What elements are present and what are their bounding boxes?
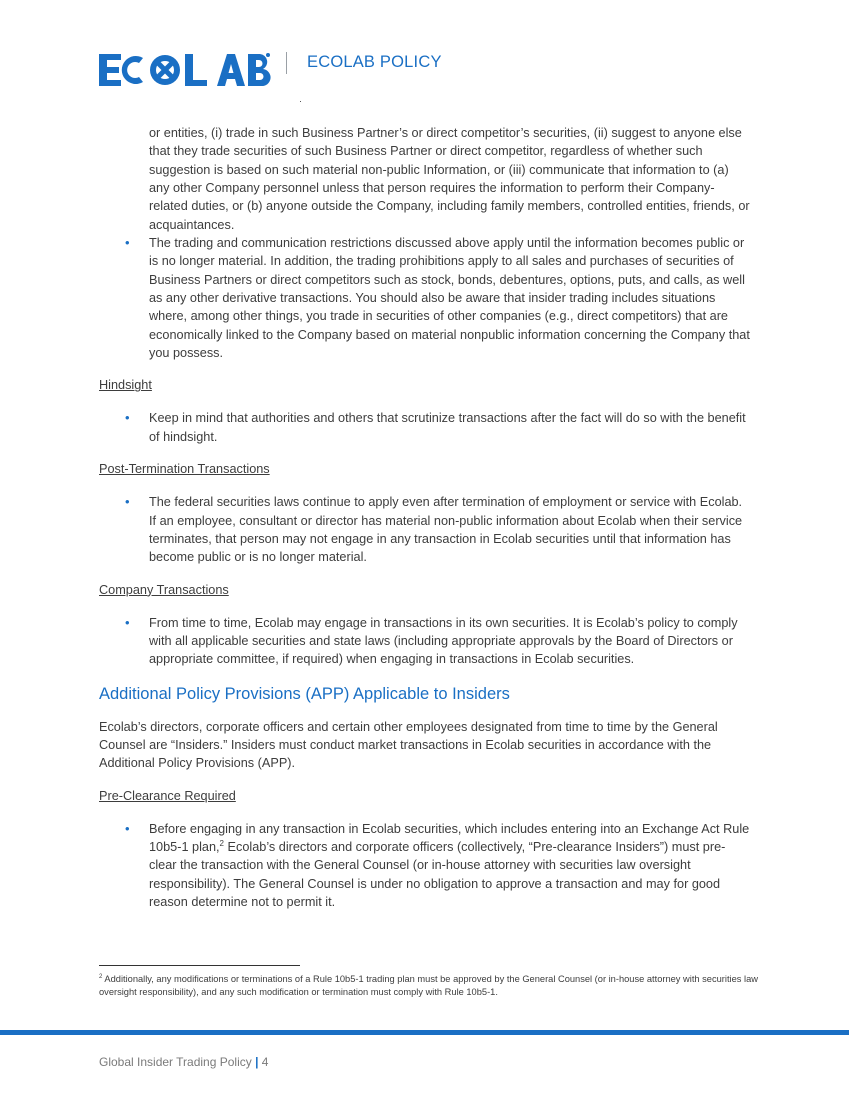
list-item — [99, 614, 751, 669]
footnote-divider — [99, 965, 300, 966]
list-item-text: Keep in mind that authorities and others that scrutinize transactions after the fact will do so with the benefit of hindsight. — [149, 411, 746, 444]
footnote-text: Additionally, any modifications or terminations of a Rule 10b5-1 trading plan must be approved by the General Counsel (or in-house attorney with securities law oversight responsibility), and any such modification or termination must comply with Rule 10b5-1. — [99, 974, 758, 997]
intro-bullet-list — [99, 234, 751, 362]
footer-rule — [0, 1030, 849, 1035]
list-item-text: From time to time, Ecolab may engage in transactions in its own securities. It is Ecolab’s policy to comply with all applicable securities and state laws (including appropriate approvals by the Board of Directors or appropriate committee, if required) when engaging in transactions in Ecolab securities. — [149, 615, 738, 667]
list-item-text-part2: Ecolab’s directors and corporate officers (collectively, “Pre-clearance Insiders”) must pre-clear the transaction with the General Counsel (or in-house attorney with securities law oversight responsibility). The General Counsel is under no obligation to approve a transaction and may for good reason determine not to permit it. — [149, 839, 726, 909]
pre-clearance-heading: Pre-Clearance Required — [99, 788, 236, 803]
app-section-title: Additional Policy Provisions (APP) Applicable to Insiders — [99, 684, 510, 703]
list-item-text-part1: Before engaging in any transaction in Ecolab securities, which includes entering into an Exchange Act Rule 10b5-1 plan, — [149, 821, 750, 854]
footnote-number: 2 — [99, 973, 103, 980]
app-paragraph: Ecolab’s directors, corporate officers and certain other employees designated from time to time by the General Counsel are “Insiders.” Insiders must conduct market transactions in Ecolab securities in accordance with the Additional Policy Provisions (APP). — [99, 719, 718, 771]
list-item — [99, 234, 751, 362]
list-item-text: The federal securities laws continue to apply even after termination of employment or service with Ecolab. If an employee, consultant or director has material non-public information about Ecolab when their service terminates, that person may not engage in any transaction in Ecolab securities until that information has become public or is no longer material. — [149, 495, 743, 565]
page-body — [99, 124, 751, 911]
post-termination-heading: Post-Termination Transactions — [99, 462, 270, 477]
company-transactions-heading: Company Transactions — [99, 582, 229, 597]
post-termination-list — [99, 493, 751, 566]
page-footer — [99, 1055, 268, 1069]
header-divider — [286, 52, 287, 74]
list-item — [99, 820, 751, 912]
hindsight-list — [99, 409, 751, 446]
footer-doc-title: Global Insider Trading Policy — [99, 1055, 252, 1069]
footnote-reference: 2 — [219, 838, 224, 848]
pre-clearance-list — [99, 820, 751, 912]
bullet-icon: • — [125, 410, 130, 426]
list-item — [99, 409, 751, 446]
artifact-dot — [300, 101, 301, 102]
header-title: ECOLAB POLICY — [307, 53, 442, 71]
bullet-icon: • — [125, 614, 130, 630]
list-item-text: The trading and communication restrictions discussed above apply until the information becomes public or is no longer material. In addition, the trading prohibitions apply to all sales and purchases of securities of Business Partners or direct competitors such as stock, bonds, debentures, options, puts, and calls, as well as any other derivative transactions. You should also be aware that insider trading includes situations where, among other things, you trade in securities of other companies (e.g., direct competitors) that are economically linked to the Company based on material nonpublic information concerning the Company that you possess. — [149, 236, 750, 361]
ecolab-logo — [99, 50, 271, 90]
list-item — [99, 493, 751, 566]
bullet-icon: • — [125, 494, 130, 510]
intro-continuation: or entities, (i) trade in such Business Partner’s or direct competitor’s securities, (ii) suggest to anyone else that they trade securities of such Business Partner or direct competitor, regardless of whether such suggestion is based on such material non-public Information, or (iii) communicate that information to (a) any other Company personnel unless that person requires the information to perform their Company-related duties, or (b) anyone outside the Company, including family members, controlled entities, friends, or acquaintances. — [149, 126, 750, 232]
footnote — [99, 973, 759, 999]
hindsight-heading: Hindsight — [99, 378, 152, 393]
bullet-icon: • — [125, 820, 130, 836]
page-header — [99, 50, 699, 90]
page-number: 4 — [261, 1055, 269, 1069]
company-transactions-list — [99, 614, 751, 669]
footer-separator: | — [255, 1055, 259, 1069]
bullet-icon: • — [125, 235, 130, 251]
